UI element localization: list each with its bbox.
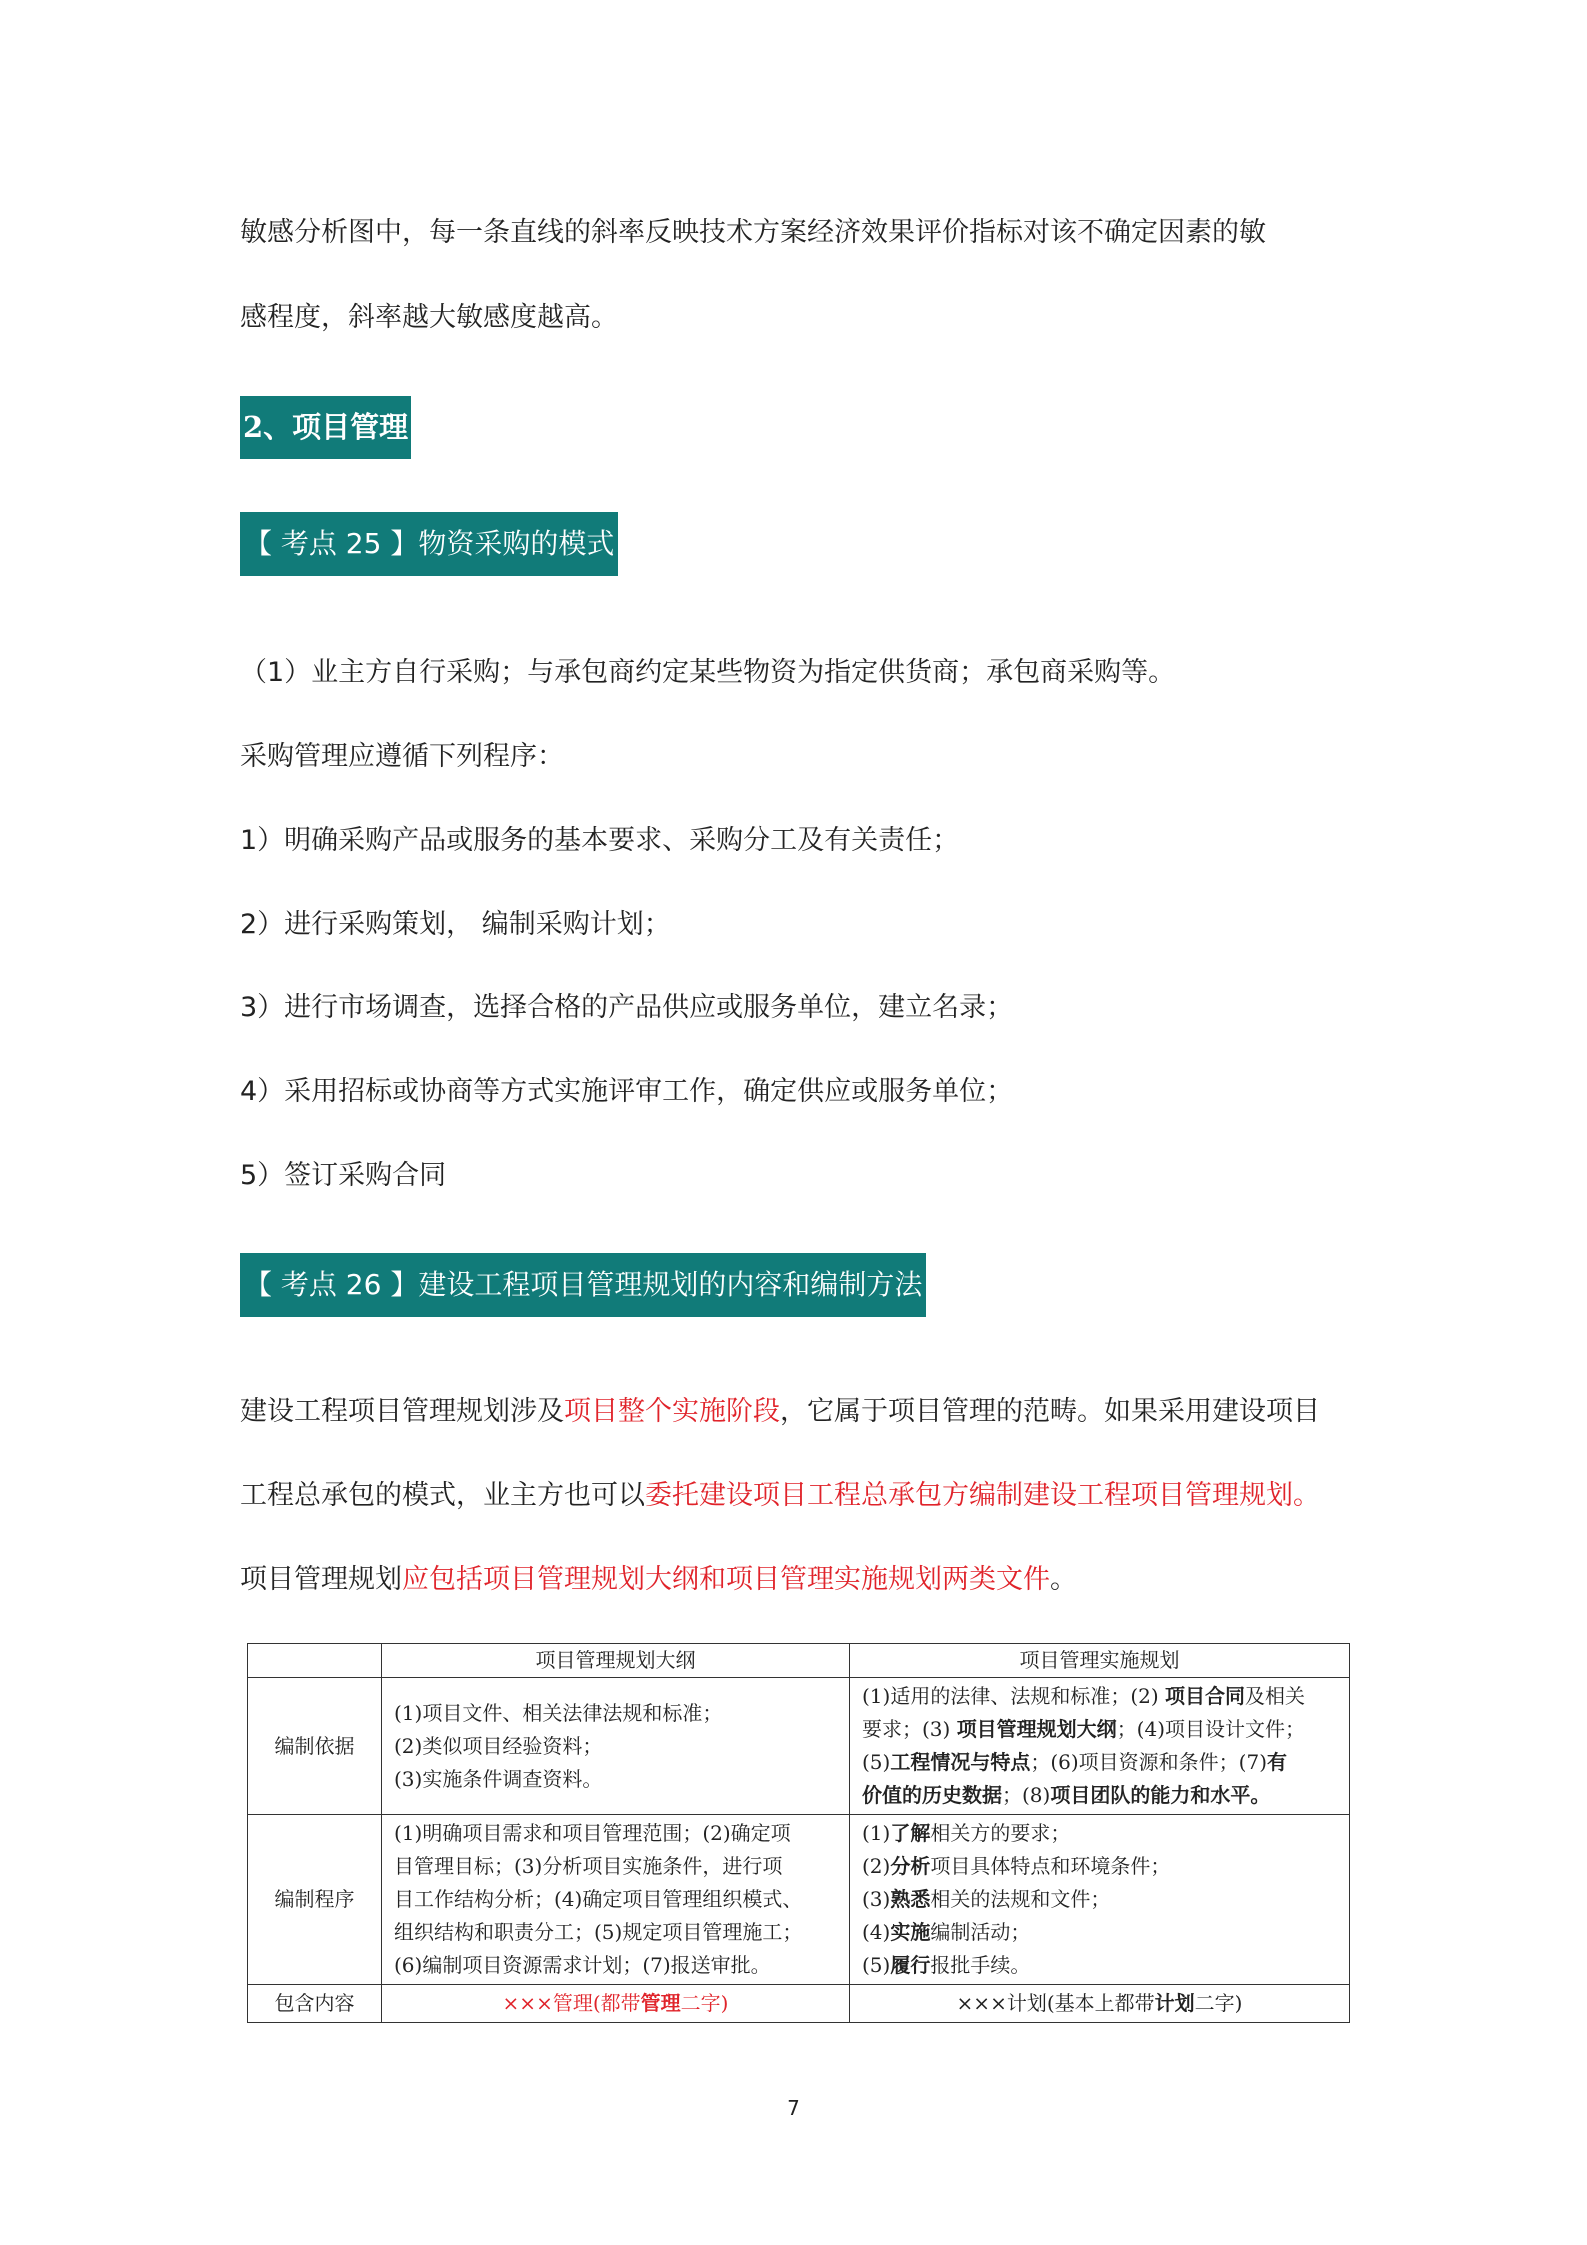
procedure-step-2: 2）进行采购策划， 编制采购计划；: [240, 909, 671, 940]
text-run: 二字): [680, 1991, 729, 2015]
text-run: 项目具体特点和环境条件；: [930, 1854, 1171, 1878]
text-run: 要求；(3): [862, 1717, 957, 1741]
text-run: ；(6)项目资源和条件；(7): [1030, 1750, 1268, 1774]
kaodian-26-heading: 【 考点 26 】建设工程项目管理规划的内容和编制方法: [240, 1253, 926, 1317]
text-run: 工程总承包的模式，业主方也可以: [240, 1480, 645, 1511]
cell-line: [862, 1680, 1337, 1713]
cell-line: [862, 1949, 1337, 1982]
highlight-text: 委托建设项目工程总承包方编制建设工程项目管理规划。: [645, 1480, 1320, 1511]
procedure-outline-cell: [382, 1815, 850, 1985]
cell-line: 组织结构和职责分工；(5)规定项目管理施工；: [394, 1920, 803, 1944]
cell-line: (3)实施条件调查资料。: [394, 1766, 603, 1791]
kaodian-26-paragraph-line-2: [240, 1479, 1360, 1513]
content-implementation-cell: [850, 1985, 1350, 2023]
section-heading: 2、项目管理: [240, 396, 411, 459]
text-run: 建设工程项目管理规划涉及: [240, 1396, 564, 1427]
text-run: 相关方的要求；: [930, 1821, 1071, 1845]
basis-implementation-cell: [850, 1678, 1350, 1815]
table-header-row: [248, 1644, 1350, 1678]
cell-line: [862, 1817, 1337, 1850]
text-run: 及相关: [1245, 1684, 1306, 1708]
text-run: 报批手续。: [930, 1953, 1031, 1977]
header-empty-cell: [248, 1644, 382, 1678]
text-run: ×××计划(基本上都带: [956, 1991, 1155, 2015]
cell-line: (6)编制项目资源需求计划；(7)报送审批。: [394, 1953, 771, 1977]
row-label-basis: 编制依据: [248, 1678, 382, 1815]
bold-text: 价值的历史数据: [862, 1783, 1002, 1807]
bold-text: 了解: [890, 1821, 931, 1845]
text-run: (5): [862, 1750, 891, 1774]
bold-text: 计划: [1154, 1991, 1195, 2015]
intro-line-1: 敏感分析图中，每一条直线的斜率反映技术方案经济效果评价指标对该不确定因素的敏: [240, 217, 1266, 248]
highlight-text: 应包括项目管理规划大纲和项目管理实施规划两类文件: [402, 1564, 1050, 1595]
procedure-step-1: 1）明确采购产品或服务的基本要求、采购分工及有关责任；: [240, 825, 960, 856]
text-run: 。: [1050, 1564, 1077, 1595]
text-run: (3): [862, 1887, 891, 1911]
cell-line: [862, 1883, 1337, 1916]
text-run: ；(8): [1002, 1783, 1051, 1807]
plan-comparison-table: [247, 1643, 1350, 2023]
cell-line: [862, 1713, 1337, 1746]
table-row-basis: [248, 1678, 1350, 1815]
cell-line: [862, 1746, 1337, 1779]
procedure-step-5: 5）签订采购合同: [240, 1160, 447, 1191]
text-run: (1): [862, 1821, 891, 1845]
cell-line: [862, 1779, 1337, 1812]
kaodian-26-paragraph-line-1: [240, 1395, 1360, 1429]
header-outline: 项目管理规划大纲: [382, 1644, 850, 1678]
cell-line: 目工作结构分析；(4)确定项目管理组织模式、: [394, 1887, 803, 1911]
text-run: (5): [862, 1953, 891, 1977]
content-outline-cell: [382, 1985, 850, 2023]
cell-line: (1)项目文件、相关法律法规和标准；: [394, 1700, 723, 1725]
cell-line: (1)明确项目需求和项目管理范围；(2)确定项: [394, 1821, 791, 1845]
procedure-intro: 采购管理应遵循下列程序：: [240, 741, 564, 772]
bold-text: 有: [1267, 1750, 1288, 1774]
bold-text: 履行: [890, 1953, 931, 1977]
bold-text: 管理: [640, 1991, 681, 2015]
header-implementation: 项目管理实施规划: [850, 1644, 1350, 1678]
table-row-content: [248, 1985, 1350, 2023]
kaodian-25-item-1: （1）业主方自行采购；与承包商约定某些物资为指定供货商；承包商采购等。: [240, 657, 1176, 688]
text-run: ×××管理(都带: [502, 1991, 641, 2015]
procedure-implementation-cell: [850, 1815, 1350, 1985]
basis-outline-cell: [382, 1678, 850, 1815]
highlight-text: 项目整个实施阶段: [564, 1396, 780, 1427]
page-number: 7: [787, 2096, 800, 2120]
cell-line: 目管理目标；(3)分析项目实施条件，进行项: [394, 1854, 783, 1878]
text-run: 相关的法规和文件；: [930, 1887, 1111, 1911]
text-run: ，它属于项目管理的范畴。如果采用建设项目: [780, 1396, 1320, 1427]
table-row-procedure: [248, 1815, 1350, 1985]
row-label-procedure: 编制程序: [248, 1815, 382, 1985]
bold-text: 项目团队的能力和水平。: [1050, 1783, 1271, 1807]
cell-line: (2)类似项目经验资料；: [394, 1733, 603, 1758]
text-run: (1)适用的法律、法规和标准；(2): [862, 1684, 1166, 1708]
text-run: 项目管理规划: [240, 1564, 402, 1595]
procedure-step-3: 3）进行市场调查，选择合格的产品供应或服务单位，建立名录；: [240, 992, 1014, 1023]
kaodian-26-paragraph-line-3: [240, 1563, 1360, 1597]
cell-line: [862, 1916, 1337, 1949]
text-run: (2): [862, 1854, 891, 1878]
bold-text: 项目合同: [1165, 1684, 1246, 1708]
bold-text: 工程情况与特点: [890, 1750, 1031, 1774]
text-run: (4): [862, 1920, 891, 1944]
text-run: 编制活动；: [930, 1920, 1031, 1944]
intro-line-2: 感程度，斜率越大敏感度越高。: [240, 302, 618, 333]
cell-line: [862, 1850, 1337, 1883]
procedure-step-4: 4）采用招标或协商等方式实施评审工作，确定供应或服务单位；: [240, 1076, 1014, 1107]
text-run: ；(4)项目设计文件；: [1116, 1717, 1306, 1741]
bold-text: 熟悉: [890, 1887, 931, 1911]
bold-text: 分析: [890, 1854, 931, 1878]
bold-text: 项目管理规划大纲: [956, 1717, 1117, 1741]
bold-text: 实施: [890, 1920, 931, 1944]
kaodian-25-heading: 【 考点 25 】物资采购的模式: [240, 512, 618, 576]
text-run: 二字): [1194, 1991, 1243, 2015]
row-label-content: 包含内容: [248, 1985, 382, 2023]
